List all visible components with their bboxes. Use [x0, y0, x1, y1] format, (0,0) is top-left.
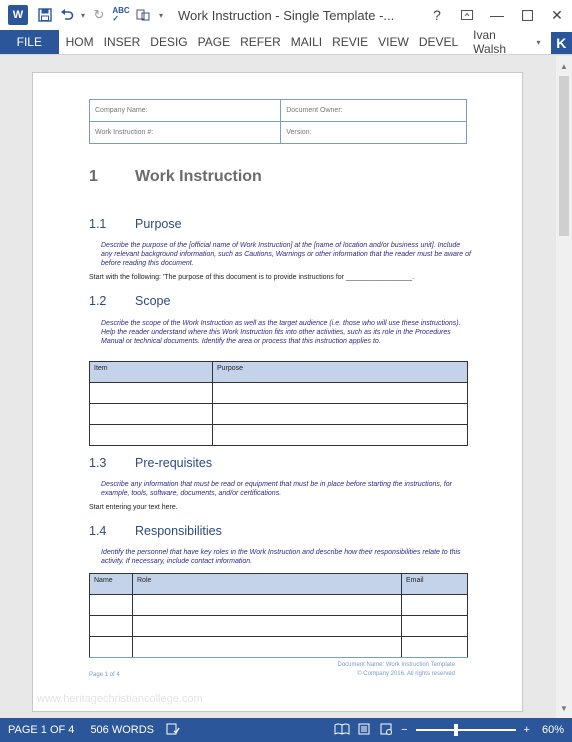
- heading-text: Work Instruction: [135, 168, 262, 185]
- close-icon[interactable]: ✕: [551, 6, 563, 23]
- scope-table: [89, 361, 468, 446]
- user-account[interactable]: [473, 30, 540, 54]
- print-layout-icon[interactable]: [353, 723, 375, 738]
- document-page[interactable]: [32, 72, 523, 712]
- watermark-text: www.heritagechristiancollege.com: [37, 693, 203, 705]
- heading-prerequisites: [89, 456, 212, 470]
- word-count[interactable]: 506 WORDS: [90, 724, 155, 736]
- title-bar: [0, 0, 572, 30]
- tab-page-layout[interactable]: PAGE: [197, 35, 231, 49]
- table-row: [90, 595, 468, 616]
- purpose-guidance-text: Describe the purpose of the [official name of Work Instruction] at the [name of location and/or business unit]. Include any relevant background information, such as Cautions, Warnings or other information that the reader must be aware of before reading this document.: [101, 242, 471, 267]
- prerequisites-guidance-text: Describe any information that must be read or equipment that must be in place before starting the instructions, for example, tools, software, documents, and/or certifications.: [101, 481, 452, 497]
- table-row: [90, 637, 468, 658]
- responsibilities-guidance-text: Identify the personnel that have key roles in the Work Instruction and describe how their responsibilities relate to this activity. If necessary, include contact information.: [101, 549, 461, 565]
- tab-design[interactable]: DESIG: [150, 35, 188, 49]
- prerequisites-body-text: Start entering your text here.: [89, 504, 178, 511]
- document-owner-cell[interactable]: Document Owner:: [281, 100, 467, 122]
- footer-copyright: © Company 2016. All rights reserved: [357, 671, 455, 677]
- table-row: [90, 383, 468, 404]
- table-header-name: Name: [90, 574, 133, 595]
- table-header-role: Role: [133, 574, 402, 595]
- maximize-icon[interactable]: [512, 0, 542, 30]
- scroll-down-icon[interactable]: ▼: [560, 703, 568, 713]
- minimize-icon[interactable]: —: [490, 7, 504, 23]
- tab-file[interactable]: FILE: [0, 30, 59, 54]
- layout-icon[interactable]: [132, 4, 154, 26]
- scroll-thumb[interactable]: [559, 76, 569, 236]
- save-icon[interactable]: [34, 4, 56, 26]
- chevron-down-icon: ▾: [536, 37, 541, 47]
- company-name-cell[interactable]: Company Name:: [90, 100, 281, 122]
- status-bar: [0, 718, 572, 742]
- tab-review[interactable]: REVIE: [332, 35, 369, 49]
- tab-home[interactable]: HOM: [65, 35, 94, 49]
- zoom-slider[interactable]: [416, 729, 516, 731]
- customize-toolbar-icon[interactable]: ▾: [158, 10, 163, 20]
- zoom-level[interactable]: 60%: [541, 724, 564, 736]
- footer-divider: [89, 657, 468, 658]
- vertical-scrollbar[interactable]: [556, 56, 572, 718]
- section-number: 1.2: [89, 294, 107, 308]
- user-avatar[interactable]: K: [551, 32, 572, 54]
- section-title: Purpose: [135, 217, 182, 231]
- page-count[interactable]: PAGE 1 OF 4: [8, 724, 75, 736]
- undo-dropdown-icon[interactable]: ▾: [80, 10, 85, 20]
- table-header-purpose: Purpose: [213, 362, 468, 383]
- zoom-in-button[interactable]: +: [523, 724, 530, 736]
- window-title: Work Instruction - Single Template -...: [178, 7, 395, 23]
- table-row: [90, 616, 468, 637]
- footer-page-number: Page 1 of 4: [89, 672, 120, 678]
- table-row: [90, 404, 468, 425]
- heading-1: [89, 168, 262, 186]
- version-cell[interactable]: Version:: [281, 122, 467, 144]
- purpose-body-text: Start with the following: 'The purpose of this document is to provide instructions for _________________.: [89, 274, 415, 281]
- undo-icon[interactable]: [56, 4, 78, 26]
- section-title: Scope: [135, 294, 171, 308]
- tab-references[interactable]: REFER: [240, 35, 281, 49]
- read-mode-icon[interactable]: [331, 723, 353, 738]
- tab-insert[interactable]: INSER: [103, 35, 141, 49]
- redo-icon[interactable]: ↻: [93, 7, 105, 22]
- zoom-slider-thumb[interactable]: [454, 724, 458, 736]
- footer-document-name: Document Name: Work Instruction Template: [337, 662, 455, 668]
- proofing-icon[interactable]: [162, 723, 184, 738]
- section-title: Pre-requisites: [135, 456, 213, 470]
- tab-mailings[interactable]: MAILI: [290, 35, 323, 49]
- table-row: [90, 425, 468, 446]
- section-number: 1.4: [89, 524, 107, 538]
- document-header-table: [89, 99, 467, 144]
- heading-purpose: [89, 217, 182, 231]
- tab-developer[interactable]: DEVEL: [418, 35, 459, 49]
- word-app-icon[interactable]: W: [8, 5, 28, 25]
- table-header-item: Item: [90, 362, 213, 383]
- web-layout-icon[interactable]: [375, 723, 397, 738]
- tab-view[interactable]: VIEW: [378, 35, 409, 49]
- heading-responsibilities: [89, 524, 222, 538]
- work-instruction-number-cell[interactable]: Work Instruction #:: [90, 122, 281, 144]
- scope-guidance-text: Describe the scope of the Work Instruction as well as the target audience (i.e. those who will use these instructions). Help the reader understand where this Work Instruction fits into other activities, such as its role in the Procedures Manual or technical documents. Identify the area or process that this instruction applies to.: [101, 320, 461, 345]
- zoom-out-button[interactable]: −: [401, 724, 408, 736]
- ribbon-tabs: [0, 30, 572, 55]
- section-title: Responsibilities: [135, 524, 222, 538]
- table-header-email: Email: [402, 574, 468, 595]
- section-number: 1.1: [89, 217, 107, 231]
- help-button[interactable]: ?: [433, 7, 441, 23]
- spelling-icon[interactable]: ABC ✓: [112, 6, 130, 23]
- heading-number: 1: [89, 168, 98, 185]
- heading-scope: [89, 294, 170, 308]
- user-name: Ivan Walsh: [473, 28, 507, 56]
- responsibilities-table: [89, 573, 468, 658]
- scroll-up-icon[interactable]: ▲: [560, 61, 568, 71]
- ribbon-display-icon[interactable]: [452, 0, 482, 30]
- section-number: 1.3: [89, 456, 107, 470]
- document-area: [0, 56, 556, 718]
